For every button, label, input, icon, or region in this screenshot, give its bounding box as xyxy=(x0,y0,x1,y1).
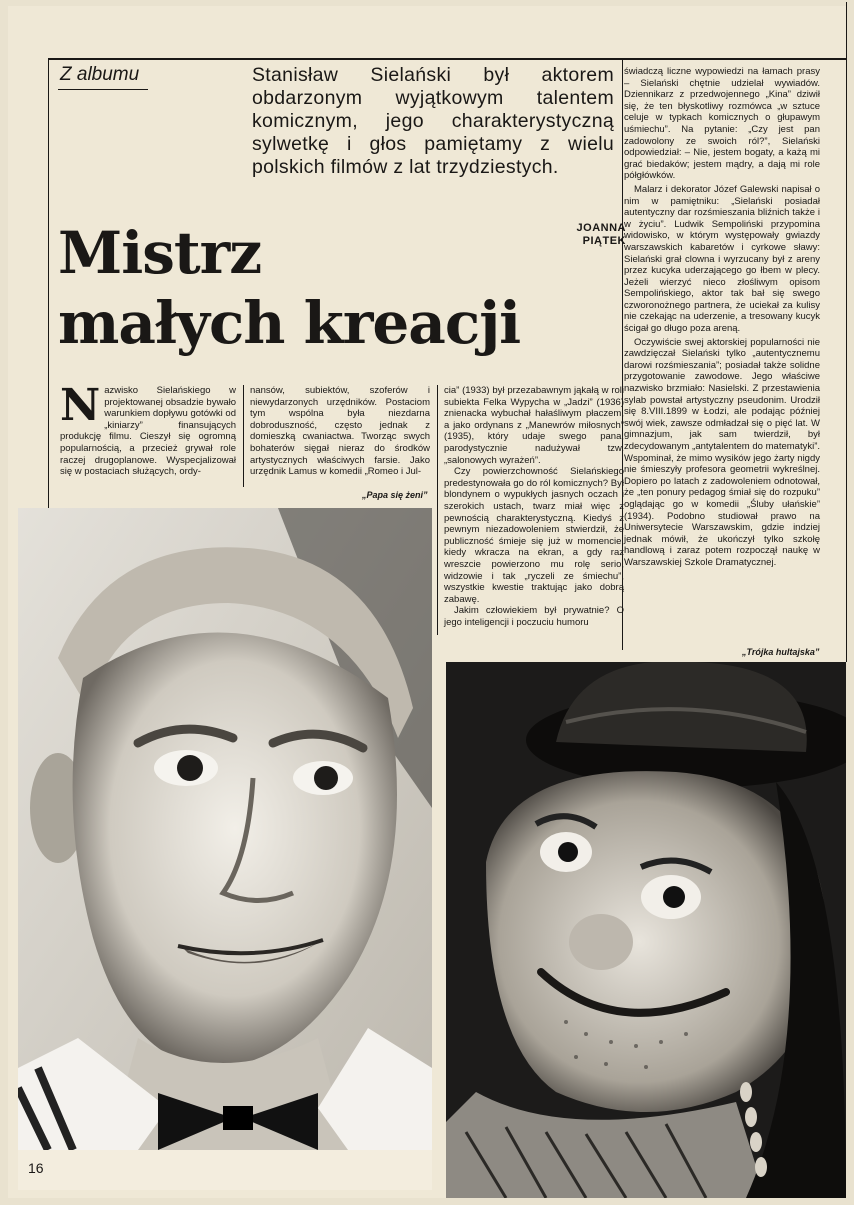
article-col4-para-1: świadczą liczne wypowiedzi na łamach prasy – Sielański chętnie udzielał wywiadów. Dziennikarz z przedwojennego „Kina” dziwił się, że ten błyskotliwy rozmówca „w sztuce celuje w typkach komicznych o głupawym uśmiechu”. Na pytanie: „Czy jest pan zadowolony ze swoich ról?”, Sielański odpowiedział: – Nie, jestem bogaty, a każą mi grać biedaków; jestem mądry, a dają mi role półgłówków. xyxy=(624,66,820,182)
portrait-illustration xyxy=(18,508,432,1150)
page-bottom-margin xyxy=(18,1150,432,1190)
article-col3-para-1: cia” (1933) był przezabawnym jąkałą w roli subiekta Felka Wypycha w „Jadzi” (1936) znienacka wybuchał hałaśliwym płaczem, a jako ordynans z „Manewrów miłosnych” (1935), który udaje swego pana, parodystycznie nadużywał tzw. „salonowych wyrażeń”. xyxy=(444,385,624,466)
photo2-caption: „Trójka hultajska” xyxy=(742,647,820,657)
article-column-4 xyxy=(624,66,820,569)
portrait-photo-papa-sie-zeni xyxy=(18,508,432,1150)
article-col1-text: azwisko Sielańskiego w projektowanej obsadzie bywało warunkiem dopływu gotówki od „kiniarzy” finansujących produkcję filmu. Cieszył się ogromną popularnością, a przecież grywał role raczej drugoplanowe. Wyspecjalizował się w postaciach służących, ordy- xyxy=(60,385,236,478)
section-label: Z albumu xyxy=(60,64,140,85)
headline-line-1: Mistrz xyxy=(58,219,262,287)
top-rule xyxy=(48,58,846,60)
article-col4-para-2: Malarz i dekorator Józef Galewski napisał o nim w pamiętniku: „Sielański posiadał autentyczny dar rozśmieszania bliźnich także i w życiu”. Ludwik Sempoliński przypomina widowisko, w którym występowały gwiazdy warszawskich kabaretów i cyrkowe sławy: Sielański grał clowna i wyrzucany był z areny przez kucyka uderzającego go łbem w plecy. Jeżeli wierzyć nieco złośliwym opisom Sempolińskiego, aktor tak bał się swego czworonożnego partnera, że uciekał za kulisy nie czekając na uderzenie, a tresowany kucyk ścigał go długo poza areną. xyxy=(624,183,820,335)
page-number: 16 xyxy=(28,1160,44,1176)
column-divider-right xyxy=(846,2,847,662)
author-last-name: PIĄTEK xyxy=(582,235,626,247)
section-underline xyxy=(58,89,148,90)
headline-line-2: małych kreacji xyxy=(58,289,521,357)
article-column-2 xyxy=(250,385,430,478)
article-col4-para-3: Oczywiście swej aktorskiej popularności nie zawdzięczał Sielański tylko „autentycznemu darowi rozśmieszania”; posiadał także solidne przygotowanie zawodowe. Jego właściwe nazwisko brzmiało: Nasielski. Z przestawienia sylab powstał artystyczny pseudonim. Urodził się 8.VIII.1899 w Łodzi, ale podając później swój wiek, zawsze odmładzał się o pięć lat. W gimnazjum, jak sam twierdził, był zdecydowanym „antytalentem do matematyki”. Wspominał, że mimo wysików jego żarty nigdy nie śmieszyły profesora geometrii wykreślnej. Dopiero po latach z zadowoleniem odnotował, że „ten ponury pedagog śmiał się do rozpuku” oglądając go w komedii „Śluby ułańskie” (1934). Podobno studiował prawo na Uniwersytecie Warszawskim, gdzie indziej jednak mówił, że ukończył tylko szkołę handlową i zaraz potem rozpoczął naukę w Warszawskiej Szkole Dramatycznej. xyxy=(624,336,820,568)
drop-cap: N xyxy=(60,380,101,431)
headline xyxy=(58,218,558,358)
portrait-photo-trojka-hultajska xyxy=(446,662,846,1198)
column-divider-2 xyxy=(437,385,438,635)
photo1-caption: „Papa się żeni” xyxy=(362,490,428,500)
article-col3-para-2: Czy powierzchowność Sielańskiego predestynowała go do ról komicznych? Był blondynem o wypukłych jasnych oczach i szerokich ustach, twarz miał więc z pewnością charakterystyczną. Kiedyś z pewnym niezadowoleniem stwierdził, że publiczność śmieje się już w momencie, kiedy wkracza na ekran, a gdy raz wreszcie powierzono mu rolę serio, widzowie i tak „ryczeli ze śmiechu”, wszystkie kwestie traktując jako dobrą zabawę. xyxy=(444,466,624,605)
article-col2-text: nansów, subiektów, szoferów i niewydarzonych urzędników. Postaciom tym wspólna była niezdarna dobroduszność, często jednak z domieszką cwaniactwa. Tworząc swych bohaterów sięgał nieraz do środków artystycznych właściwych farsie. Jako urzędnik Lamus w komedii „Romeo i Jul- xyxy=(250,385,430,478)
article-column-1 xyxy=(60,380,236,478)
clown-illustration xyxy=(446,662,846,1198)
column-divider-1 xyxy=(243,385,244,487)
article-col3-para-3: Jakim człowiekiem był prywatnie? O jego inteligencji i poczuciu humoru xyxy=(444,605,624,628)
lead-paragraph: Stanisław Sielański był aktorem obdarzonym wyjątkowym talentem komicznym, jego charakterystyczną sylwetkę i głos pamiętamy z wielu polskich filmów z lat trzydziestych. xyxy=(252,64,614,178)
author-byline xyxy=(556,222,626,248)
article-column-3 xyxy=(444,385,624,628)
author-first-name: JOANNA xyxy=(576,222,626,234)
